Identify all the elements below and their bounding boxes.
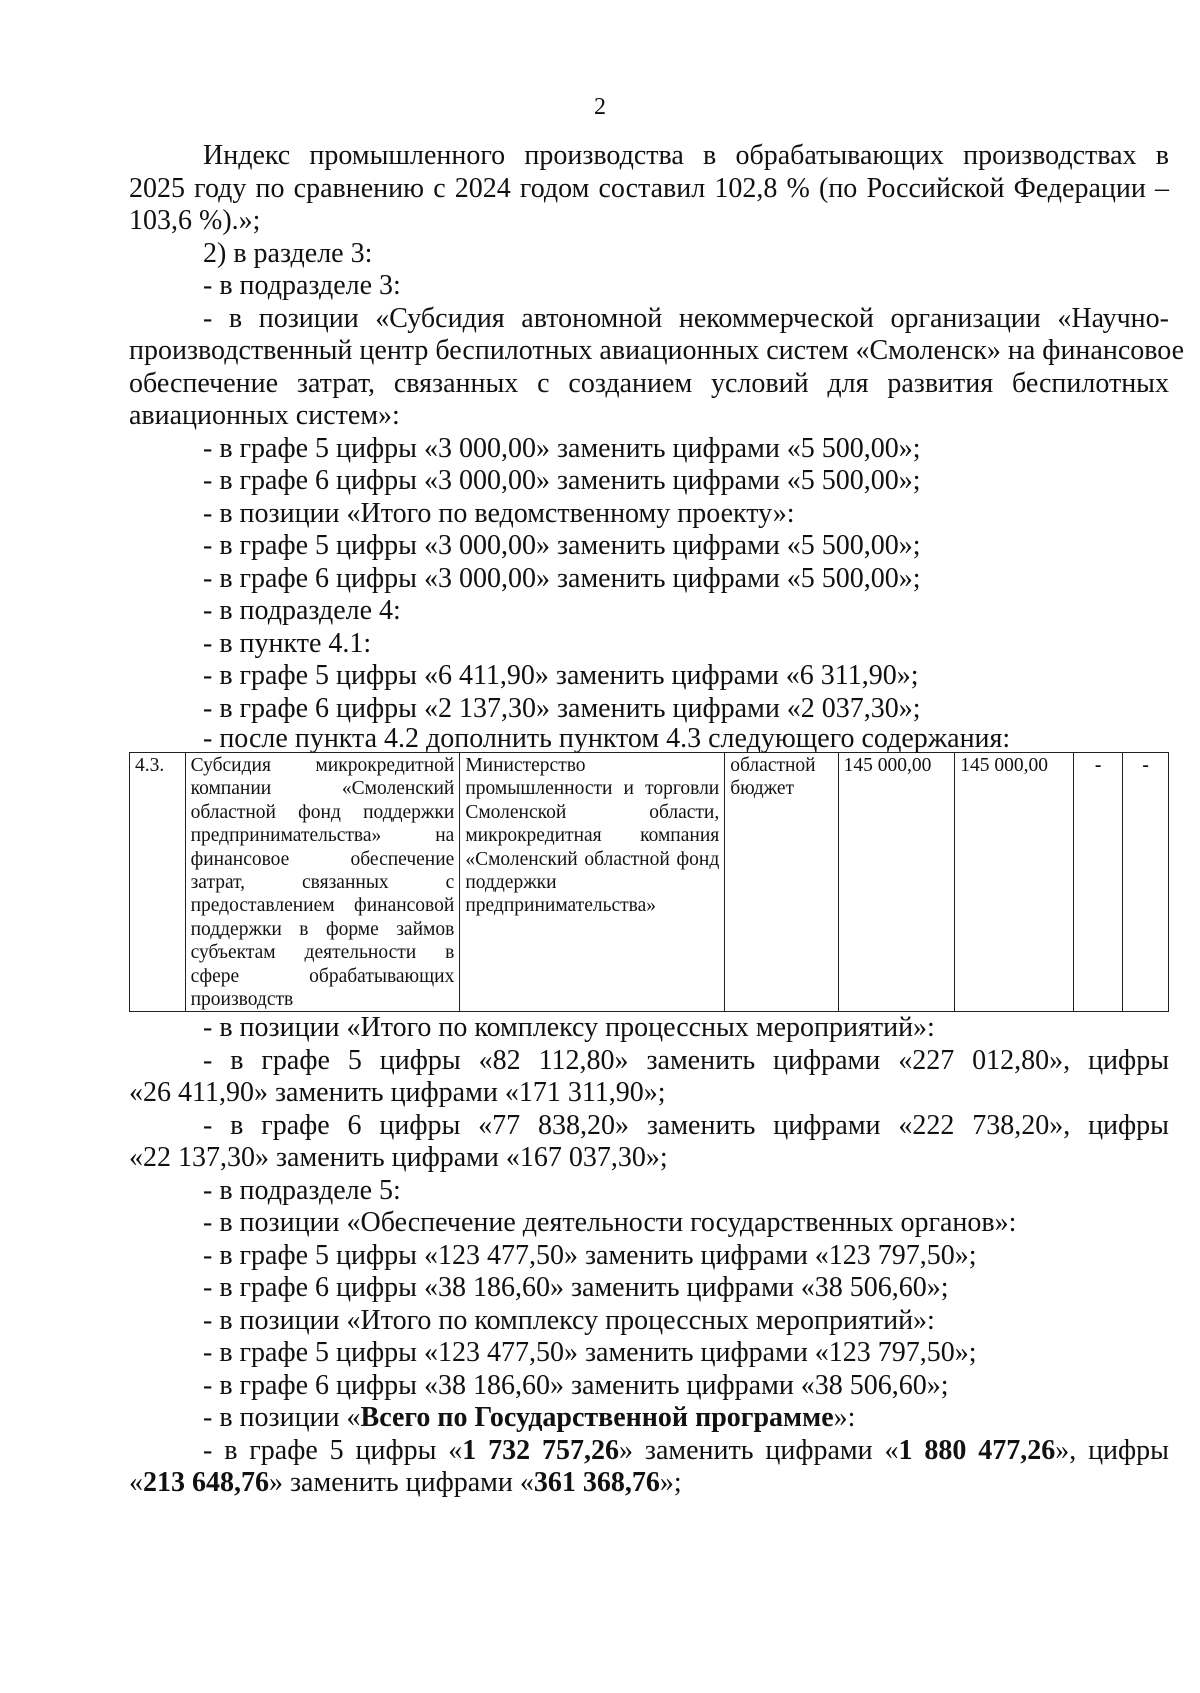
paragraph-line: 2025 году по сравнению с 2024 годом составил 102,8 % (по Российской Федерации – <box>129 172 1169 204</box>
bold-text-run: Всего по Государственной программе <box>360 1402 834 1434</box>
table-cell-col8: - <box>1123 753 1169 1012</box>
paragraph-line: обеспечение затрат, связанных с созданием условий для развития беспилотных <box>129 367 1169 399</box>
paragraph-line: - после пункта 4.2 дополнить пунктом 4.3 следующего содержания: <box>203 723 1011 754</box>
paragraph-line: производственный центр беспилотных авиационных систем «Смоленск» на финансовое <box>129 335 1185 366</box>
paragraph-line: - в позиции «Обеспечение деятельности государственных органов»: <box>203 1207 1017 1239</box>
bold-text-run: 1 880 477,26 <box>898 1434 1056 1466</box>
bold-text-run: 1 732 757,26 <box>462 1434 620 1466</box>
table-cell-number: 4.3. <box>130 753 186 1012</box>
paragraph-line: - в позиции «Итого по ведомственному проекту»: <box>203 497 795 529</box>
paragraph-line: - в позиции «Итого по комплексу процессных мероприятий»: <box>203 1012 935 1044</box>
paragraph-line: «26 411,90» заменить цифрами «171 311,90»; <box>129 1077 666 1109</box>
paragraph-line: - в графе 5 цифры «82 112,80» заменить цифрами «227 012,80», цифры <box>203 1044 1169 1076</box>
text-run: »; <box>659 1467 682 1499</box>
text-run: « <box>129 1467 143 1499</box>
paragraph-line: - в графе 5 цифры «123 477,50» заменить цифрами «123 797,50»; <box>203 1239 977 1271</box>
document-body <box>129 140 1185 1500</box>
text-run: - в графе 5 цифры « <box>203 1434 463 1466</box>
paragraph-line: - в графе 6 цифры «38 186,60» заменить цифрами «38 506,60»; <box>203 1272 949 1304</box>
paragraph-line: - в позиции «Субсидия автономной некоммерческой организации «Научно- <box>203 302 1169 334</box>
paragraph-line: - в графе 5 цифры «6 411,90» заменить цифрами «6 311,90»; <box>203 660 919 691</box>
paragraph-line: - в графе 6 цифры «38 186,60» заменить цифрами «38 506,60»; <box>203 1369 949 1401</box>
paragraph-line: - в позиции «Итого по комплексу процессных мероприятий»: <box>203 1304 935 1336</box>
paragraph-line: - в графе 6 цифры «3 000,00» заменить цифрами «5 500,00»; <box>203 465 921 496</box>
insert-table <box>129 752 1169 1012</box>
paragraph-line: - в графе 5 цифры «123 477,50» заменить цифрами «123 797,50»; <box>203 1337 977 1369</box>
paragraph-line: - в подразделе 5: <box>203 1174 401 1206</box>
table-cell-col5: 145 000,00 <box>838 753 955 1012</box>
paragraph-line <box>129 1435 1169 1468</box>
paragraph-line <box>129 1402 1169 1435</box>
bold-text-run: 361 368,76 <box>533 1467 660 1499</box>
paragraph-line: - в пункте 4.1: <box>203 627 372 659</box>
table-row <box>130 753 1169 1012</box>
text-run: » заменить цифрами « <box>269 1467 534 1499</box>
text-run: - в позиции « <box>203 1402 361 1434</box>
paragraph-line: - в графе 6 цифры «2 137,30» заменить цифрами «2 037,30»; <box>203 692 921 724</box>
paragraph-line: «22 137,30» заменить цифрами «167 037,30»; <box>129 1142 668 1174</box>
paragraph-line: - в графе 5 цифры «3 000,00» заменить цифрами «5 500,00»; <box>203 530 921 561</box>
paragraph-line: 103,6 %).»; <box>129 205 261 236</box>
table-cell-name: Субсидия микрокредитной компании «Смоленский областной фонд поддержки предпринимательства» на финансовое обеспечение затрат, связанных с предоставлением финансовой поддержки в форме займов субъектам деятельности в сфере обрабатывающих производств <box>185 753 460 1012</box>
page-number: 2 <box>594 94 606 120</box>
paragraph-line: - в подразделе 3: <box>203 270 401 301</box>
paragraph-line <box>129 1467 1169 1500</box>
table-cell-executor: Министерство промышленности и торговли Смоленской области, микрокредитная компания «Смоленский областной фонд поддержки предпринимательства» <box>460 753 725 1012</box>
paragraph-line: - в подразделе 4: <box>203 595 401 626</box>
text-run: », цифры <box>1055 1434 1169 1466</box>
table-cell-col7: - <box>1074 753 1123 1012</box>
paragraph-line: - в графе 5 цифры «3 000,00» заменить цифрами «5 500,00»; <box>203 432 921 464</box>
table-cell-col6: 145 000,00 <box>955 753 1074 1012</box>
text-run: » заменить цифрами « <box>619 1434 899 1466</box>
bold-text-run: 213 648,76 <box>143 1467 269 1499</box>
paragraph-line: - в графе 6 цифры «77 838,20» заменить цифрами «222 738,20», цифры <box>203 1109 1169 1141</box>
text-run: »: <box>833 1402 856 1434</box>
paragraph-line: авиационных систем»: <box>129 400 400 431</box>
paragraph-line: 2) в разделе 3: <box>203 237 373 269</box>
table-cell-source: областной бюджет <box>725 753 838 1012</box>
paragraph-line: - в графе 6 цифры «3 000,00» заменить цифрами «5 500,00»; <box>203 562 921 594</box>
paragraph-line: Индекс промышленного производства в обрабатывающих производствах в <box>203 140 1169 171</box>
